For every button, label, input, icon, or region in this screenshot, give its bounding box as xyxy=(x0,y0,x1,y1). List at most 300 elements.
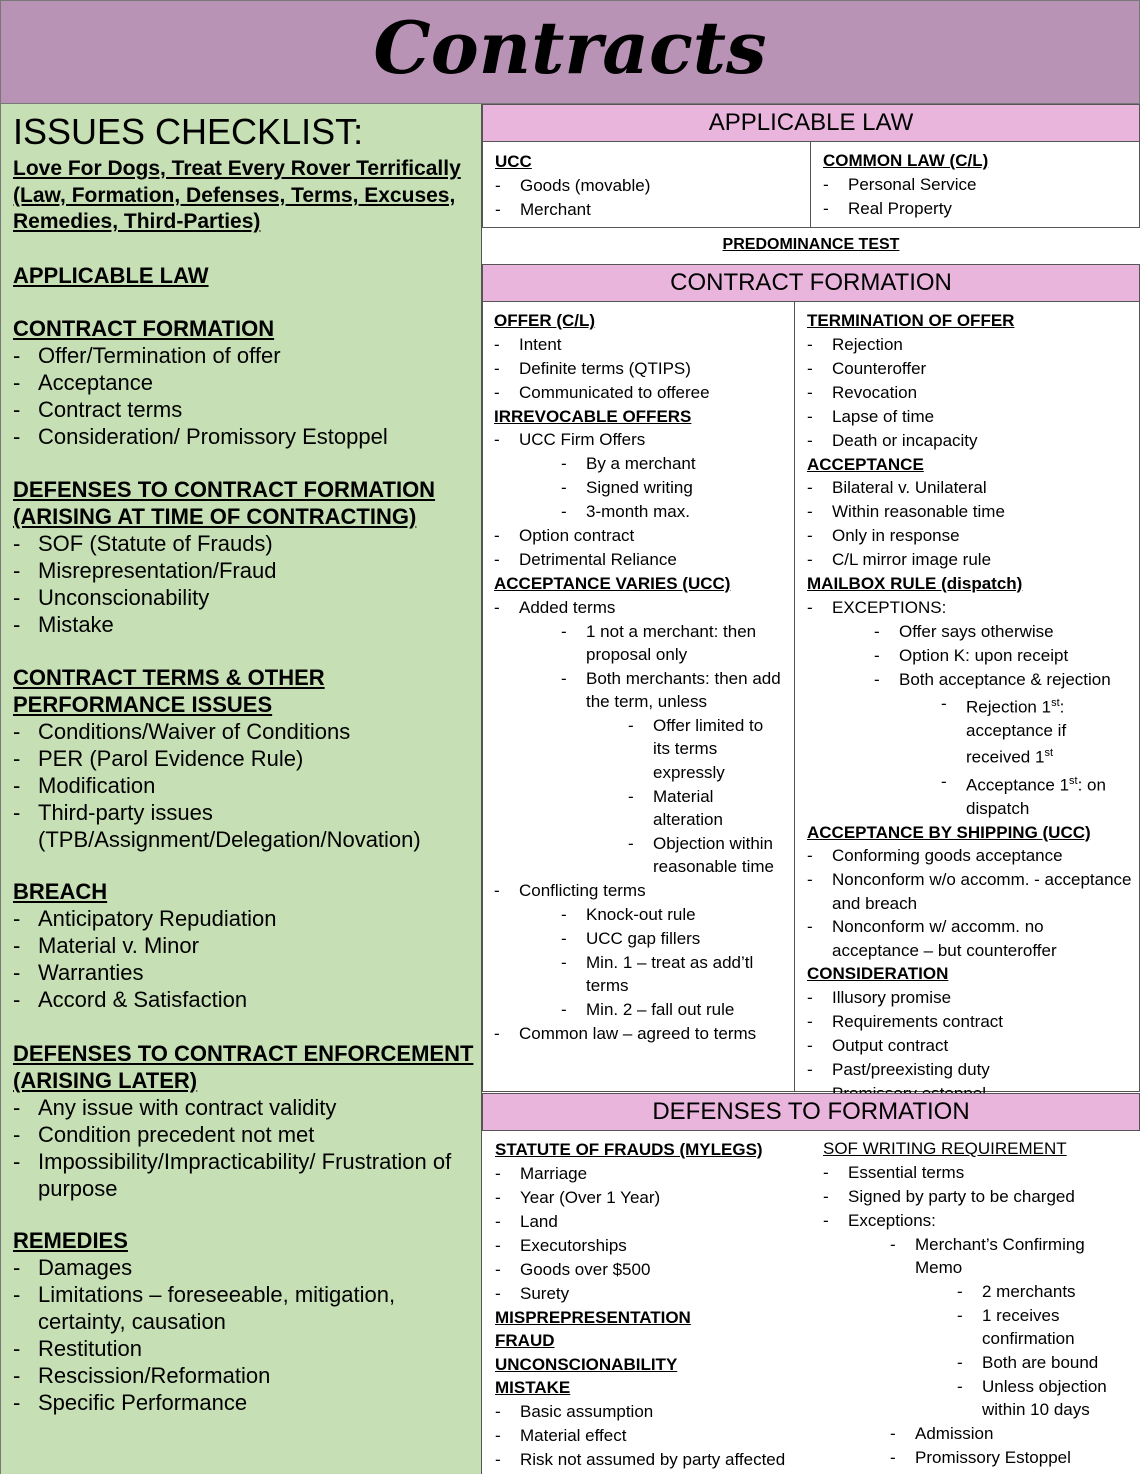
list-item-text: Rejection xyxy=(832,334,903,354)
list-item-text: Basic assumption xyxy=(520,1401,654,1421)
list-item xyxy=(807,986,1132,1010)
checklist-item xyxy=(13,342,475,369)
checklist-mnemonic: Love For Dogs, Treat Every Rover Terrifically (Law, Formation, Defenses, Terms, Excuses, Remedies, Third-Parties) xyxy=(13,157,461,234)
list-item xyxy=(494,500,784,524)
list-item-text: Knock-out rule xyxy=(586,904,696,924)
bullet-dash: - xyxy=(628,786,634,806)
checklist-item xyxy=(13,530,475,557)
list-item xyxy=(823,1422,1128,1446)
list-item-text: Lapse of time xyxy=(832,406,935,426)
ucc-heading: UCC xyxy=(495,152,532,171)
bullet-dash: - xyxy=(13,960,21,985)
checklist-item xyxy=(13,905,475,932)
checklist-item-text: Warranties xyxy=(38,960,144,985)
checklist-item xyxy=(13,986,475,1013)
bullet-dash: - xyxy=(13,906,21,931)
checklist-item xyxy=(13,1362,475,1389)
bullet-dash: - xyxy=(13,585,21,610)
section-heading: MAILBOX RULE (dispatch) xyxy=(807,574,1023,593)
bullet-dash: - xyxy=(807,406,813,426)
list-item-text: Death or incapacity xyxy=(832,430,978,450)
list-item-text: 3-month max. xyxy=(586,502,690,521)
list-item-text: Output contract xyxy=(832,1035,949,1055)
list-item xyxy=(807,692,1132,770)
checklist-item-text: Specific Performance xyxy=(38,1390,248,1415)
contract-formation-band: CONTRACT FORMATION xyxy=(482,264,1140,302)
list-item-text: Past/preexisting duty xyxy=(832,1059,990,1079)
checklist-item-text: Modification xyxy=(38,773,156,798)
list-item xyxy=(807,405,1132,429)
list-item xyxy=(495,1210,815,1234)
bullet-dash: - xyxy=(807,430,813,450)
bullet-dash: - xyxy=(941,771,947,791)
list-item xyxy=(494,620,784,667)
checklist-item xyxy=(13,557,475,584)
bullet-dash: - xyxy=(13,1122,21,1147)
list-item-text: Intent xyxy=(519,334,562,354)
bullet-dash: - xyxy=(13,531,21,556)
list-item-text: 2 merchants xyxy=(982,1281,1076,1301)
list-item-text: Exceptions: xyxy=(848,1210,936,1230)
section-heading: IRREVOCABLE OFFERS xyxy=(494,406,692,426)
bullet-dash: - xyxy=(13,1282,21,1307)
bullet-dash: - xyxy=(495,199,501,219)
checklist-item-text: Anticipatory Repudiation xyxy=(38,906,277,931)
checklist-section-heading: DEFENSES TO CONTRACT FORMATION (ARISING AT TIME OF CONTRACTING) xyxy=(13,477,436,529)
bullet-dash: - xyxy=(807,502,813,521)
checklist-section-heading: DEFENSES TO CONTRACT ENFORCEMENT (ARISING LATER) xyxy=(13,1041,474,1093)
checklist-item-text: Third-party issues (TPB/Assignment/Delegation/Novation) xyxy=(38,800,421,852)
checklist-item xyxy=(13,1389,475,1416)
list-item-text: Nonconform w/o accomm. - acceptance and breach xyxy=(832,870,1132,913)
list-item-text: Material alteration xyxy=(653,786,723,829)
checklist-item xyxy=(13,584,475,611)
list-item xyxy=(807,644,1132,668)
list-item-text: Offer says otherwise xyxy=(899,621,1054,641)
list-item-text: Land xyxy=(520,1211,558,1231)
bullet-dash: - xyxy=(807,917,813,936)
list-item-text: Within reasonable time xyxy=(832,502,1005,521)
list-item xyxy=(823,1351,1128,1375)
list-item-text: Option K: upon receipt xyxy=(899,645,1069,665)
common-law-item xyxy=(823,173,1123,197)
section-heading: MISTAKE xyxy=(495,1378,571,1397)
bullet-dash: - xyxy=(807,1035,813,1055)
list-item xyxy=(494,785,784,832)
list-item xyxy=(494,927,784,951)
bullet-dash: - xyxy=(13,558,21,583)
list-item xyxy=(495,1234,815,1258)
bullet-dash: - xyxy=(13,800,21,825)
list-item-text: Unless objection within 10 days xyxy=(982,1376,1107,1419)
list-item xyxy=(823,1161,1128,1185)
list-item-text: Merchant’s Confirming Memo xyxy=(915,1234,1085,1277)
list-item xyxy=(823,1446,1128,1470)
bullet-dash: - xyxy=(823,198,829,218)
bullet-dash: - xyxy=(957,1352,963,1372)
bullet-dash: - xyxy=(494,382,500,402)
bullet-dash: - xyxy=(561,621,567,641)
checklist-item xyxy=(13,1148,475,1202)
bullet-dash: - xyxy=(807,987,813,1007)
list-item xyxy=(823,1209,1128,1233)
checklist-item xyxy=(13,718,475,745)
list-item xyxy=(807,915,1132,962)
bullet-dash: - xyxy=(494,430,500,449)
checklist-item xyxy=(13,959,475,986)
section-heading: STATUTE OF FRAUDS (MYLEGS) xyxy=(495,1140,763,1159)
checklist-item xyxy=(13,369,475,396)
bullet-dash: - xyxy=(807,870,813,889)
bullet-dash: - xyxy=(495,1235,501,1255)
bullet-dash: - xyxy=(495,1259,501,1279)
title-header xyxy=(0,0,1140,104)
list-item xyxy=(807,620,1132,644)
checklist-item xyxy=(13,772,475,799)
list-item xyxy=(807,524,1132,548)
bullet-dash: - xyxy=(628,833,634,853)
list-item-text: Rejection 1st: acceptance if received 1st xyxy=(966,696,1067,767)
list-item-text: Essential terms xyxy=(848,1162,965,1182)
list-item xyxy=(495,1424,815,1448)
applicable-law-band: APPLICABLE LAW xyxy=(482,104,1140,142)
list-item xyxy=(807,1010,1132,1034)
list-item-text: Acceptance 1st: on dispatch xyxy=(966,774,1106,818)
list-item xyxy=(495,1186,815,1210)
list-item xyxy=(495,1282,815,1306)
section-heading: CONSIDERATION xyxy=(807,964,949,983)
list-item-text: Signed writing xyxy=(586,478,693,497)
list-item xyxy=(823,1233,1128,1280)
list-item xyxy=(807,548,1132,572)
bullet-dash: - xyxy=(890,1234,896,1254)
list-item-text: Conflicting terms xyxy=(519,880,646,900)
bullet-dash: - xyxy=(561,668,567,688)
list-item xyxy=(494,951,784,998)
checklist-item xyxy=(13,799,475,853)
list-item-text: Nonconform w/ accomm. no acceptance – but counteroffer xyxy=(832,917,1057,960)
bullet-dash: - xyxy=(494,334,500,354)
checklist-item-text: Material v. Minor xyxy=(38,933,199,958)
list-item-text: Signed by party to be charged xyxy=(848,1186,1075,1206)
checklist-item xyxy=(13,932,475,959)
bullet-dash: - xyxy=(494,880,500,900)
bullet-dash: - xyxy=(13,719,21,744)
section-heading: MISPREPRESENTATION xyxy=(495,1307,691,1327)
bullet-dash: - xyxy=(561,478,567,497)
bullet-dash: - xyxy=(890,1447,896,1467)
bullet-dash: - xyxy=(807,478,813,497)
bullet-dash: - xyxy=(561,928,567,948)
list-item xyxy=(494,667,784,714)
checklist-item-text: Mistake xyxy=(38,612,114,637)
list-item xyxy=(807,500,1132,524)
list-item xyxy=(494,333,784,357)
bullet-dash: - xyxy=(495,1163,501,1183)
ucc-item xyxy=(495,174,795,198)
checklist-section-heading: REMEDIES xyxy=(13,1228,128,1253)
bullet-dash: - xyxy=(494,358,500,378)
checklist-heading: ISSUES CHECKLIST: xyxy=(13,111,364,152)
checklist-item xyxy=(13,396,475,423)
ucc-item-text: Goods (movable) xyxy=(520,176,651,195)
bullet-dash: - xyxy=(495,1187,501,1207)
predominance-test: PREDOMINANCE TEST xyxy=(722,236,900,253)
list-item-text: Objection within reasonable time xyxy=(653,833,774,876)
bullet-dash: - xyxy=(13,933,21,958)
bullet-dash: - xyxy=(13,1363,21,1388)
list-item xyxy=(494,381,784,405)
page-title: Contracts xyxy=(373,5,767,90)
bullet-dash: - xyxy=(13,424,21,449)
list-item-text: 1 not a merchant: then proposal only xyxy=(586,621,757,664)
list-item-text: Illusory promise xyxy=(832,987,952,1007)
bullet-dash: - xyxy=(823,1210,829,1230)
list-item-text: Promissory Estoppel xyxy=(915,1447,1071,1467)
common-law-item-text: Real Property xyxy=(848,198,952,218)
checklist-item-text: Offer/Termination of offer xyxy=(38,343,281,368)
bullet-dash: - xyxy=(495,1211,501,1231)
list-item xyxy=(494,596,784,620)
bullet-dash: - xyxy=(495,176,501,195)
checklist-item xyxy=(13,1254,475,1281)
list-item xyxy=(494,548,784,572)
list-item-text: Risk not assumed by party affected xyxy=(520,1449,786,1469)
list-item xyxy=(823,1375,1128,1422)
bullet-dash: - xyxy=(823,1162,829,1182)
bullet-dash: - xyxy=(13,1255,21,1280)
list-item-text: Requirements contract xyxy=(832,1011,1004,1031)
checklist-item-text: Rescission/Reformation xyxy=(38,1363,271,1388)
bullet-dash: - xyxy=(807,597,813,617)
list-item xyxy=(495,1448,815,1472)
checklist-item-text: Accord & Satisfaction xyxy=(38,987,248,1012)
list-item-text: Only in response xyxy=(832,526,960,545)
list-item-text: Executorships xyxy=(520,1235,627,1255)
bullet-dash: - xyxy=(495,1401,501,1421)
bullet-dash: - xyxy=(495,1449,501,1469)
list-item xyxy=(494,1022,784,1046)
list-item xyxy=(495,1162,815,1186)
bullet-dash: - xyxy=(957,1305,963,1325)
list-item xyxy=(807,868,1132,915)
bullet-dash: - xyxy=(957,1281,963,1301)
bullet-dash: - xyxy=(494,526,500,545)
bullet-dash: - xyxy=(13,746,21,771)
ucc-item-text: Merchant xyxy=(520,199,591,219)
checklist-item xyxy=(13,611,475,638)
bullet-dash: - xyxy=(941,693,947,713)
ucc-item xyxy=(495,198,795,222)
checklist-item-text: Consideration/ Promissory Estoppel xyxy=(38,424,388,449)
common-law-item xyxy=(823,197,1123,221)
bullet-dash: - xyxy=(561,999,567,1019)
list-item xyxy=(807,844,1132,868)
bullet-dash: - xyxy=(823,175,829,194)
checklist-item-text: Misrepresentation/Fraud xyxy=(38,558,277,583)
list-item xyxy=(494,903,784,927)
bullet-dash: - xyxy=(13,773,21,798)
checklist-item-text: PER (Parol Evidence Rule) xyxy=(38,746,304,771)
checklist-item-text: Contract terms xyxy=(38,397,183,422)
bullet-dash: - xyxy=(807,334,813,354)
list-item xyxy=(494,714,784,785)
list-item xyxy=(823,1304,1128,1351)
list-item-text: 1 receives confirmation xyxy=(982,1305,1075,1348)
section-heading: ACCEPTANCE BY SHIPPING (UCC) xyxy=(807,822,1091,842)
list-item-text: Min. 1 – treat as add’tl terms xyxy=(586,952,754,995)
list-item-text: Definite terms (QTIPS) xyxy=(519,358,691,378)
bullet-dash: - xyxy=(807,526,813,545)
section-heading: FRAUD xyxy=(495,1331,555,1350)
list-item-text: Material effect xyxy=(520,1425,627,1445)
bullet-dash: - xyxy=(561,952,567,972)
list-item-text: Goods over $500 xyxy=(520,1259,651,1279)
bullet-dash: - xyxy=(13,1149,21,1174)
list-item-text: Counteroffer xyxy=(832,358,927,378)
section-heading: ACCEPTANCE VARIES (UCC) xyxy=(494,574,731,593)
defenses-band: DEFENSES TO FORMATION xyxy=(482,1093,1140,1131)
bullet-dash: - xyxy=(807,382,813,402)
bullet-dash: - xyxy=(874,669,880,689)
list-item xyxy=(807,1058,1132,1082)
list-item xyxy=(807,668,1132,692)
list-item xyxy=(823,1280,1128,1304)
checklist-section-heading: CONTRACT TERMS & OTHER PERFORMANCE ISSUES xyxy=(13,665,325,717)
checklist-item xyxy=(13,1281,475,1335)
list-item-text: Common law – agreed to terms xyxy=(519,1023,757,1043)
list-item xyxy=(807,357,1132,381)
list-item xyxy=(807,381,1132,405)
list-item xyxy=(807,429,1132,453)
checklist-item-text: Any issue with contract validity xyxy=(38,1095,337,1120)
list-item-text: Admission xyxy=(915,1423,994,1443)
list-item-text: C/L mirror image rule xyxy=(832,550,992,569)
bullet-dash: - xyxy=(823,1186,829,1206)
section-heading: SOF WRITING REQUIREMENT xyxy=(823,1139,1067,1158)
list-item-text: Year (Over 1 Year) xyxy=(520,1187,661,1207)
list-item-text: Conforming goods acceptance xyxy=(832,846,1063,865)
bullet-dash: - xyxy=(495,1283,501,1303)
list-item-text: EXCEPTIONS: xyxy=(832,597,947,617)
bullet-dash: - xyxy=(628,715,634,735)
list-item-text: Bilateral v. Unilateral xyxy=(832,478,987,497)
bullet-dash: - xyxy=(807,1011,813,1031)
checklist-item-text: Limitations – foreseeable, mitigation, certainty, causation xyxy=(38,1282,396,1334)
list-item xyxy=(807,476,1132,500)
list-item-text: By a merchant xyxy=(586,454,696,473)
list-item xyxy=(494,524,784,548)
bullet-dash: - xyxy=(807,550,813,569)
checklist-item xyxy=(13,1094,475,1121)
list-item xyxy=(495,1400,815,1424)
bullet-dash: - xyxy=(495,1425,501,1445)
list-item xyxy=(494,879,784,903)
bullet-dash: - xyxy=(13,370,21,395)
checklist-item-text: Impossibility/Impracticability/ Frustration of purpose xyxy=(38,1149,452,1201)
list-item xyxy=(807,333,1132,357)
bullet-dash: - xyxy=(561,502,567,521)
checklist-item xyxy=(13,745,475,772)
common-law-heading: COMMON LAW (C/L) xyxy=(823,151,989,170)
list-item-text: Offer limited to its terms expressly xyxy=(653,715,764,782)
bullet-dash: - xyxy=(957,1376,963,1396)
bullet-dash: - xyxy=(13,1390,21,1415)
checklist-section-heading: BREACH xyxy=(13,879,108,904)
list-item-text: Added terms xyxy=(519,597,616,617)
checklist-item-text: Condition precedent not met xyxy=(38,1122,315,1147)
list-item-text: Both are bound xyxy=(982,1352,1099,1372)
list-item xyxy=(494,476,784,500)
bullet-dash: - xyxy=(561,454,567,473)
list-item xyxy=(494,998,784,1022)
common-law-item-text: Personal Service xyxy=(848,175,977,194)
list-item-text: Revocation xyxy=(832,382,918,402)
checklist-item xyxy=(13,423,475,450)
list-item xyxy=(807,770,1132,821)
section-heading: UNCONSCIONABILITY xyxy=(495,1354,678,1374)
bullet-dash: - xyxy=(890,1423,896,1443)
list-item-text: Detrimental Reliance xyxy=(519,550,677,569)
list-item-text: Min. 2 – fall out rule xyxy=(586,999,735,1019)
checklist-item-text: Acceptance xyxy=(38,370,153,395)
bullet-dash: - xyxy=(874,645,880,665)
checklist-item-text: SOF (Statute of Frauds) xyxy=(38,531,273,556)
list-item-text: Option contract xyxy=(519,526,635,545)
list-item xyxy=(494,832,784,879)
list-item xyxy=(494,357,784,381)
bullet-dash: - xyxy=(807,1059,813,1079)
section-heading: ACCEPTANCE xyxy=(807,454,924,474)
bullet-dash: - xyxy=(13,1336,21,1361)
section-heading: OFFER (C/L) xyxy=(494,311,596,330)
list-item xyxy=(494,428,784,452)
bullet-dash: - xyxy=(13,612,21,637)
checklist-item-text: Damages xyxy=(38,1255,133,1280)
bullet-dash: - xyxy=(13,987,21,1012)
checklist-item xyxy=(13,1335,475,1362)
checklist-item xyxy=(13,1121,475,1148)
bullet-dash: - xyxy=(494,1023,500,1043)
checklist-item-text: Conditions/Waiver of Conditions xyxy=(38,719,351,744)
list-item-text: Surety xyxy=(520,1283,570,1303)
list-item xyxy=(823,1185,1128,1209)
bullet-dash: - xyxy=(807,358,813,378)
list-item-text: Both acceptance & rejection xyxy=(899,669,1111,689)
list-item xyxy=(807,1034,1132,1058)
checklist-section-heading: APPLICABLE LAW xyxy=(13,263,209,288)
checklist-item-text: Unconscionability xyxy=(38,585,210,610)
list-item-text: Communicated to offeree xyxy=(519,382,710,402)
list-item xyxy=(807,596,1132,620)
list-item-text: Both merchants: then add the term, unless xyxy=(586,668,781,711)
bullet-dash: - xyxy=(13,343,21,368)
checklist-item-text: Restitution xyxy=(38,1336,142,1361)
bullet-dash: - xyxy=(807,846,813,865)
bullet-dash: - xyxy=(561,904,567,924)
bullet-dash: - xyxy=(874,621,880,641)
checklist-section-heading: CONTRACT FORMATION xyxy=(13,316,275,341)
list-item-text: UCC Firm Offers xyxy=(519,430,646,449)
bullet-dash: - xyxy=(13,397,21,422)
bullet-dash: - xyxy=(494,550,500,569)
bullet-dash: - xyxy=(13,1095,21,1120)
list-item xyxy=(495,1258,815,1282)
list-item xyxy=(494,452,784,476)
list-item-text: UCC gap fillers xyxy=(586,928,701,948)
list-item-text: Marriage xyxy=(520,1163,588,1183)
bullet-dash: - xyxy=(494,597,500,617)
